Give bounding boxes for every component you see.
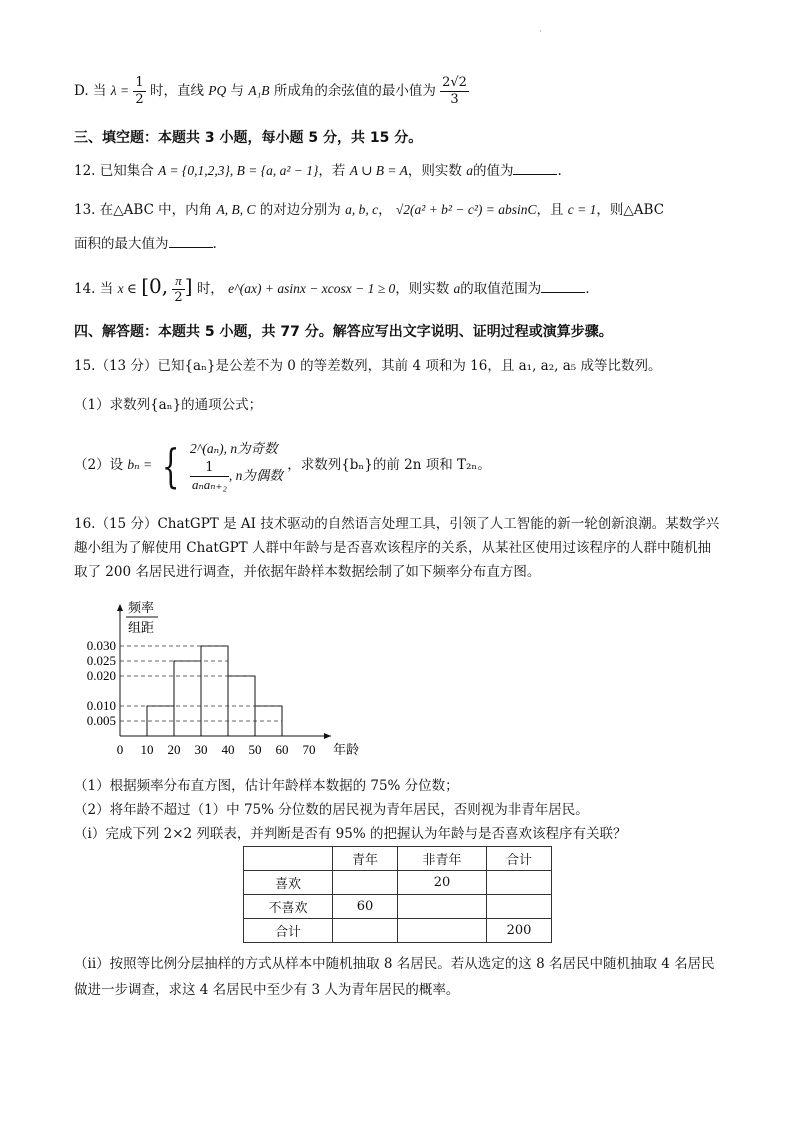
x-tick-label: 40 xyxy=(221,742,235,757)
table-cell xyxy=(487,895,552,919)
question-16-part-ii-line1: （ii）按照等比例分层抽样的方式从样本中随机抽取 8 名居民。若从选定的这 8 名居民中随机抽取 4 名居民 xyxy=(74,956,715,972)
question-16-line1: 16.（15 分）ChatGPT 是 AI 技术驱动的自然语言处理工具，引领了人工智能的新一轮创新浪潮。某数学兴 xyxy=(74,516,720,532)
question-15-part1: （1）求数列{aₙ}的通项公式； xyxy=(74,397,263,413)
table-cell xyxy=(487,871,552,895)
piecewise-cases: 2^(aₙ), n为奇数 $\frac{1}{\text{aₙaₙ₊₂}}$ , n为偶数 xyxy=(189,441,283,492)
option-d: D. 当 λ = $\frac{1}{2}$ 时，直线 PQ 与 A₁B 所成角的余弦值的最小值为 $\frac{2√2}{3}$ xyxy=(74,75,467,107)
contingency-table xyxy=(243,846,552,943)
section-4-heading: 四、解答题：本题共 5 小题，共 77 分。解答应写出文字说明、证明过程或演算步骤。 xyxy=(74,324,613,340)
question-15: 15.（13 分）已知{aₙ}是公差不为 0 的等差数列，其前 4 项和为 16，且 a₁, a₂, a₅ 成等比数列。 xyxy=(74,358,662,374)
table-cell xyxy=(398,895,487,919)
y-label-bottom: 组距 xyxy=(128,621,155,636)
x-tick-label: 10 xyxy=(140,742,154,757)
x-tick-label: 0 xyxy=(116,742,124,757)
y-tick-label: 0.030 xyxy=(86,638,116,653)
table-cell: 不喜欢 xyxy=(244,895,333,919)
answer-blank xyxy=(169,235,213,248)
table-cell: 青年 xyxy=(333,847,398,871)
question-13-line2: 面积的最大值为 . xyxy=(74,236,217,252)
histogram-bar xyxy=(174,661,201,736)
question-16-part1: （1）根据频率分布直方图，估计年龄样本数据的 75% 分位数； xyxy=(74,778,459,794)
table-cell xyxy=(244,847,333,871)
table-cell: 200 xyxy=(487,919,552,943)
x-tick-label: 60 xyxy=(275,742,289,757)
answer-blank xyxy=(513,162,557,175)
frequency-histogram xyxy=(60,596,380,766)
question-16-part-ii-line2: 做进一步调查，求这 4 名居民中至少有 3 人为青年居民的概率。 xyxy=(74,982,460,998)
question-15-part2: （2）设 bₙ = { 2^(aₙ), n为奇数 $\frac{1}{\text{aₙaₙ₊₂}}$ , n为偶数 ，求数列{bₙ}的前 2n 项和 T₂ₙ。 xyxy=(74,438,491,493)
histogram-bar xyxy=(201,646,228,736)
question-16-part-i: （i）完成下列 2×2 列联表，并判断是否有 95% 的把握认为年龄与是否喜欢该程序有关联？ xyxy=(74,826,627,842)
x-tick-label: 70 xyxy=(302,742,316,757)
cosine-fraction: $\frac{2√2}{3}$ xyxy=(442,75,467,107)
answer-blank xyxy=(541,280,585,293)
table-cell xyxy=(333,919,398,943)
question-16-part2: （2）将年龄不超过（1）中 75% 分位数的居民视为青年居民，否则视为非青年居民。 xyxy=(74,802,589,818)
x-label: 年龄 xyxy=(333,743,360,758)
question-12: 12. 已知集合 A = {0,1,2,3}, B = {a, a² − 1}，若 A ∪ B = A，则实数 a的值为 . xyxy=(74,163,562,179)
table-cell: 合计 xyxy=(244,919,333,943)
table-cell xyxy=(333,871,398,895)
pi-fraction: $\frac{\pi}{2}$ xyxy=(174,273,183,305)
y-tick-label: 0.010 xyxy=(86,698,116,713)
x-tick-label: 30 xyxy=(194,742,208,757)
x-tick-label: 20 xyxy=(167,742,181,757)
scan-mark: ˙ xyxy=(538,30,543,41)
table-row xyxy=(244,895,552,919)
piecewise-brace: { xyxy=(162,438,180,493)
table-cell: 20 xyxy=(398,871,487,895)
y-axis-arrow xyxy=(117,604,123,611)
y-tick-label: 0.025 xyxy=(86,653,116,668)
question-16-line3: 取了 200 名居民进行调查，并依据年龄样本数据绘制了如下频率分布直方图。 xyxy=(74,564,541,580)
x-tick-label: 50 xyxy=(248,742,262,757)
table-row xyxy=(244,871,552,895)
table-cell: 合计 xyxy=(487,847,552,871)
table-cell: 60 xyxy=(333,895,398,919)
y-label-top: 频率 xyxy=(128,601,155,616)
table-cell xyxy=(398,919,487,943)
table-header-row xyxy=(244,847,552,871)
table-cell: 喜欢 xyxy=(244,871,333,895)
x-axis-arrow xyxy=(324,733,331,739)
section-3-heading: 三、填空题：本题共 3 小题，每小题 5 分，共 15 分。 xyxy=(74,130,423,146)
question-16-line2: 趣小组为了解使用 ChatGPT 人群中年龄与是否喜欢该程序的关系，从某社区使用过该程序的人群中随机抽 xyxy=(74,540,711,556)
question-13: 13. 在△ABC 中，内角 A, B, C 的对边分别为 a, b, c， √2(a² + b² − c²) = absinC，且 c = 1，则△ABC xyxy=(74,202,665,218)
table-row xyxy=(244,919,552,943)
question-14: 14. 当 x ∈ [0, $\frac{\pi}{2}$ ] 时， e^(ax) + asinx − xcosx − 1 ≥ 0，则实数 a的取值范围为 . xyxy=(74,273,590,305)
lambda-fraction: $\frac{1}{2}$ xyxy=(135,75,144,107)
y-tick-label: 0.005 xyxy=(86,713,116,728)
y-tick-label: 0.020 xyxy=(86,668,116,683)
table-cell: 非青年 xyxy=(398,847,487,871)
